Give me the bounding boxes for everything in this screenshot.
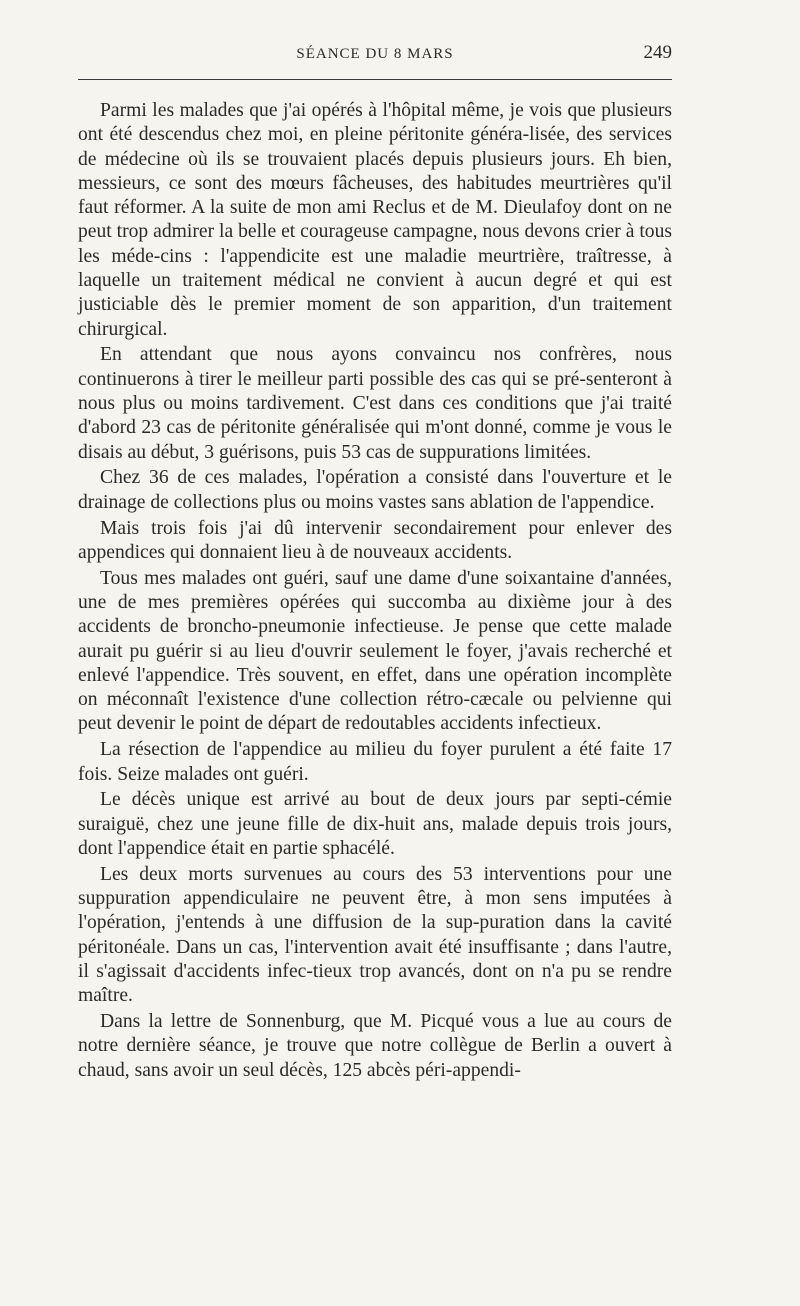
paragraph: Les deux morts survenues au cours des 53 interventions pour une suppuration appendiculaire ne peuvent être, à mon sens imputées à l'opération, j'entends à une diffusion de la sup-puration dans la cavité péritonéale. Dans un cas, l'intervention avait été insuffisante ; dans l'autre, il s'agissait d'accidents infec-tieux trop avancés, dont on n'a pu se rendre maître.: [78, 863, 672, 1007]
paragraph: Mais trois fois j'ai dû intervenir secondairement pour enlever des appendices qui donnaient lieu à de nouveaux accidents.: [78, 517, 672, 563]
page-number: 249: [643, 42, 672, 63]
paragraph: Dans la lettre de Sonnenburg, que M. Picqué vous a lue au cours de notre dernière séance, je trouve que notre collègue de Berlin a ouvert à chaud, sans avoir un seul décès, 125 abcès péri-appendi-: [78, 1010, 672, 1081]
paragraph: Parmi les malades que j'ai opérés à l'hôpital même, je vois que plusieurs ont été descendus chez moi, en pleine péritonite généra-lisée, des services de médecine où ils se trouvaient placés depuis plusieurs jours. Eh bien, messieurs, ce sont des mœurs fâcheuses, des habitudes meurtrières qu'il faut réformer. A la suite de mon ami Reclus et de M. Dieulafoy dont on ne peut trop admirer la belle et courageuse campagne, nous devons crier à tous les méde-cins : l'appendicite est une maladie meurtrière, traîtresse, à laquelle un traitement médical ne convient à aucun degré et qui est justiciable dès le premier moment de son apparition, d'un traitement chirurgical.: [78, 100, 672, 340]
paragraph: La résection de l'appendice au milieu du foyer purulent a été faite 17 fois. Seize malades ont guéri.: [78, 739, 672, 785]
paragraph: Le décès unique est arrivé au bout de deux jours par septi-cémie suraiguë, chez une jeune fille de dix-huit ans, malade depuis trois jours, dont l'appendice était en partie sphacélé.: [78, 789, 672, 859]
header-rule: [78, 79, 672, 80]
body-text: [78, 99, 672, 1083]
paragraph: Tous mes malades ont guéri, sauf une dame d'une soixantaine d'années, une de mes premières opérées qui succomba au dixième jour à des accidents de broncho-pneumonie infectieuse. Je pense que cette malade aurait pu guérir si au lieu d'ouvrir seulement le foyer, j'avais recherché et enlevé l'appendice. Très souvent, en effet, dans une opération incomplète on méconnaît l'existence d'une collection rétro-cæcale ou pelvienne qui peut devenir le point de départ de redoutables accidents infectieux.: [78, 567, 672, 735]
running-title: SÉANCE DU 8 MARS: [296, 46, 454, 62]
paragraph: En attendant que nous ayons convaincu nos confrères, nous continuerons à tirer le meilleur parti possible des cas qui se pré-senteront à nous plus ou moins tardivement. C'est dans ces conditions que j'ai traité d'abord 23 cas de péritonite généralisée qui m'ont donné, comme je vous le disais au début, 3 guérisons, puis 53 cas de suppurations limitées.: [78, 344, 672, 463]
paragraph: Chez 36 de ces malades, l'opération a consisté dans l'ouverture et le drainage de collections plus ou moins vastes sans ablation de l'appendice.: [78, 467, 672, 513]
page-header: [78, 42, 672, 72]
